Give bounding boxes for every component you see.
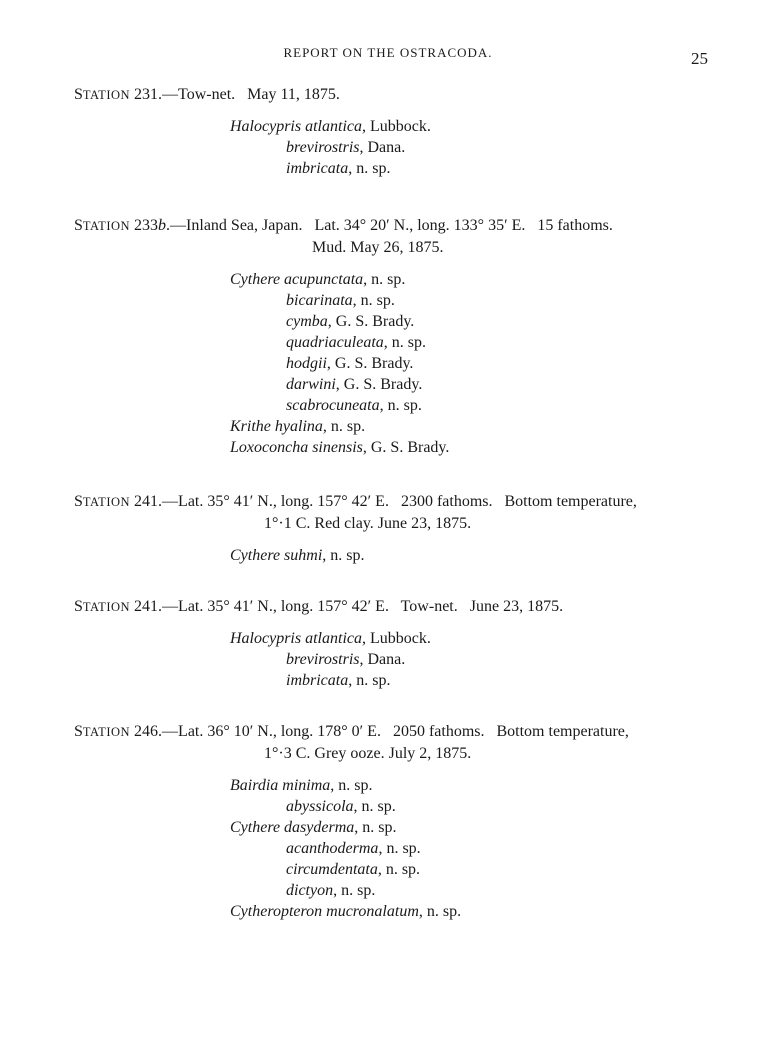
station-description: .—Lat. 35° 41′ N., long. 157° 42′ E. Tow-net. June 23, 1875. xyxy=(158,598,564,615)
species-item: bicarinata, n. sp. xyxy=(286,292,395,309)
station-number: 233 xyxy=(134,217,159,234)
species-item: Bairdia minima, n. sp. xyxy=(230,777,373,794)
station-entry xyxy=(74,721,714,922)
species-item: Halocypris atlantica, Lubbock. xyxy=(230,630,431,647)
species-item: Cythere suhmi, n. sp. xyxy=(230,547,365,564)
species-item: scabrocuneata, n. sp. xyxy=(286,397,422,414)
species-list xyxy=(74,628,714,691)
station-description: .—Lat. 36° 10′ N., long. 178° 0′ E. 2050 fathoms. Bottom temperature, xyxy=(158,723,629,740)
species-list xyxy=(74,116,714,179)
station-heading: STATION 231.—Tow-net. May 11, 1875. xyxy=(74,86,340,103)
species-item: abyssicola, n. sp. xyxy=(286,798,396,815)
station-entry xyxy=(74,491,714,566)
station-continuation: 1°·1 C. Red clay. June 23, 1875. xyxy=(264,515,472,532)
station-heading: STATION 241.—Lat. 35° 41′ N., long. 157° 42′ E. 2300 fathoms. Bottom temperature, xyxy=(74,493,637,510)
station-entry xyxy=(74,84,714,179)
species-item: brevirostris, Dana. xyxy=(286,651,406,668)
species-item: dictyon, n. sp. xyxy=(286,882,376,899)
species-item: imbricata, n. sp. xyxy=(286,160,391,177)
station-description: .—Tow-net. May 11, 1875. xyxy=(158,86,340,103)
station-description: .—Lat. 35° 41′ N., long. 157° 42′ E. 2300 fathoms. Bottom temperature, xyxy=(158,493,637,510)
station-entry xyxy=(74,596,714,691)
species-item: Cythere acupunctata, n. sp. xyxy=(230,271,406,288)
station-heading: STATION 233b.—Inland Sea, Japan. Lat. 34° 20′ N., long. 133° 35′ E. 15 fathoms. xyxy=(74,217,613,234)
species-list xyxy=(74,775,714,922)
species-item: darwini, G. S. Brady. xyxy=(286,376,423,393)
species-item: Halocypris atlantica, Lubbock. xyxy=(230,118,431,135)
species-item: Loxoconcha sinensis, G. S. Brady. xyxy=(230,439,450,456)
species-item: brevirostris, Dana. xyxy=(286,139,406,156)
species-list xyxy=(74,545,714,566)
species-list xyxy=(74,269,714,458)
station-description: .—Inland Sea, Japan. Lat. 34° 20′ N., long. 133° 35′ E. 15 fathoms. xyxy=(166,217,613,234)
running-title: REPORT ON THE OSTRACODA. xyxy=(283,45,493,60)
station-heading: STATION 246.—Lat. 36° 10′ N., long. 178° 0′ E. 2050 fathoms. Bottom temperature, xyxy=(74,723,629,740)
station-continuation: Mud. May 26, 1875. xyxy=(312,239,444,256)
station-number: 246 xyxy=(134,723,159,740)
species-item: hodgii, G. S. Brady. xyxy=(286,355,414,372)
station-heading: STATION 241.—Lat. 35° 41′ N., long. 157° 42′ E. Tow-net. June 23, 1875. xyxy=(74,598,564,615)
species-item: cymba, G. S. Brady. xyxy=(286,313,415,330)
species-item: Cytheropteron mucronalatum, n. sp. xyxy=(230,903,462,920)
species-item: Krithe hyalina, n. sp. xyxy=(230,418,366,435)
station-continuation: 1°·3 C. Grey ooze. July 2, 1875. xyxy=(264,745,472,762)
species-item: imbricata, n. sp. xyxy=(286,672,391,689)
station-number: 241 xyxy=(134,598,159,615)
page-number: 25 xyxy=(691,49,708,68)
station-entry xyxy=(74,215,714,458)
station-number: 231 xyxy=(134,86,159,103)
species-item: acanthoderma, n. sp. xyxy=(286,840,421,857)
species-item: Cythere dasyderma, n. sp. xyxy=(230,819,397,836)
station-number: 241 xyxy=(134,493,159,510)
species-item: circumdentata, n. sp. xyxy=(286,861,421,878)
species-item: quadriaculeata, n. sp. xyxy=(286,334,426,351)
